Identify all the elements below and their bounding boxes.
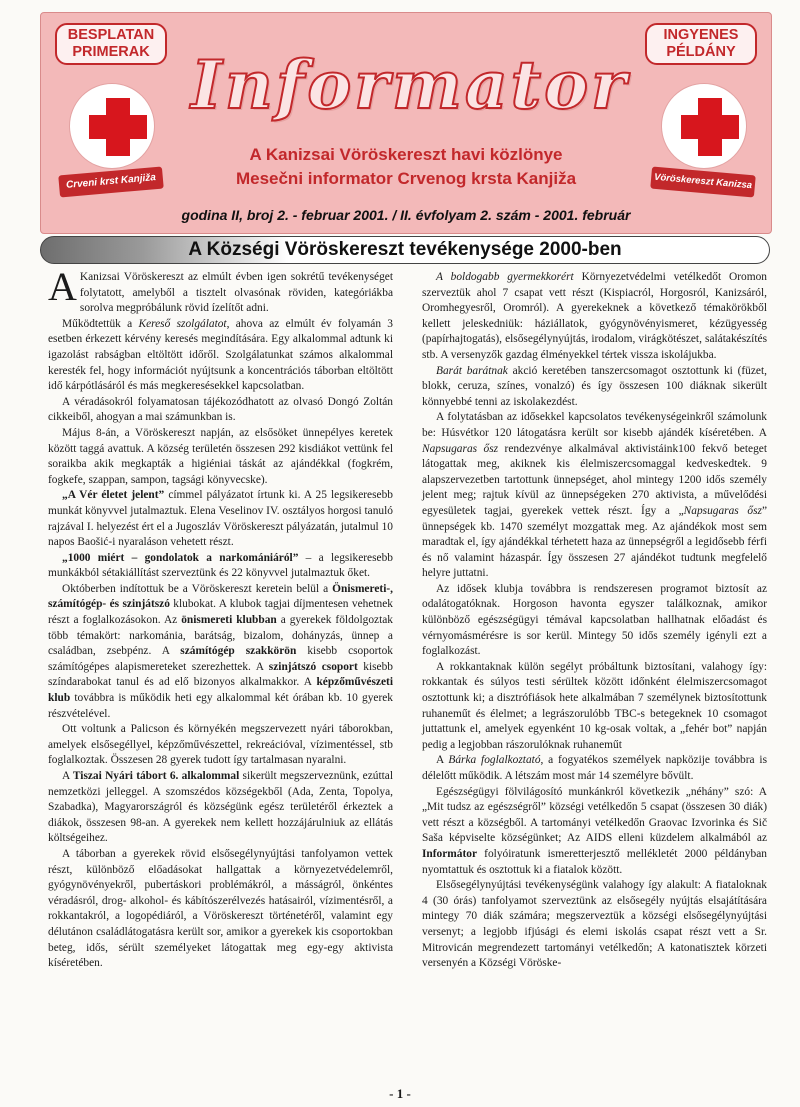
paragraph: A Kanizsai Vöröskereszt az elmúlt évben igen sokrétű tevékenységet folytatott, amelyből a tisztelt olvasónak röviden, kategóriákba sorolva megpróbálunk rövid ízelítőt adni. bbox=[48, 264, 393, 315]
headline: A Községi Vöröskereszt tevékenysége 2000-ben bbox=[188, 239, 622, 260]
red-cross-logo-left bbox=[63, 83, 159, 197]
paragraph: Ott voltunk a Palicson és környékén megszervezett nyári táborokban, amelyek elsősegéllyel, képzőművészettel, rekreációval, vízimentéssel, stb foglalkoztak. Összesen 28 gyerek tudott így tartalmasan nyaralni. bbox=[48, 723, 393, 767]
free-copy-badge-serbian: BESPLATAN PRIMERAK bbox=[55, 23, 167, 65]
paragraph: A boldogabb gyermekkorért Környezetvédelmi vetélkedőt Oromon szerveztük ahol 7 csapat vett részt (Kispiacról, Horgosról, Kanizsáról, Oromhegyesről, Oromról). A gyerekeknek a következő témakörökből kellett jeleskedniük: háziállatok, gyógynövényismeret, kézügyesség (papírhajtogatás), elsősegélynyújtás, irodalom, virágkötészet, salátakészítés stb. A versenyzők gazdag élményekkel tértek vissza iskolájukba. bbox=[422, 271, 767, 361]
logo-ribbon-serbian: Crveni krst Kanjiža bbox=[58, 167, 164, 198]
paragraph: Az idősek klubja továbbra is rendszeresen programot biztosít az odalátogatóknak. Horgoson havonta egyszer találkoznak, amikor különböző egészségügyi témával kapcsolatban hallhatnak előadást és vérnyomásmérésre is sor kerül. Mintegy 50 idős személy igényli ezt a foglalkozást. bbox=[422, 582, 767, 658]
red-cross-icon bbox=[69, 83, 155, 169]
paragraph: Május 8-án, a Vöröskereszt napján, az elsősöket ünnepélyes keretek között taggá avattuk. A község területén összesen 292 kisdiákot vettünk fel soraikba akik megkapták a higiéniai táskát az ajándékkal (fogkrém, fogkefe, szappan, sampon, tagsági könyvecske). bbox=[48, 426, 393, 486]
paragraph: A rokkantaknak külön segélyt próbáltunk biztosítani, valahogy így: rokkantak és súlyos testi sérültek között időnként élelmiszercsomagot osztottunk ki; a disztrófiások hete alkalmában 7 személynek biztosítottunk ruhaneműt és élelmet; a legrászorulóbb TBC-s betegeknek 10 csomagot juttattunk el, amelyek egyenként 10 kg-osak voltak, a „fehér bot” napján pedig a legjobban rászorulóknak ruhaneműt bbox=[422, 660, 767, 751]
red-cross-logo-right bbox=[655, 83, 751, 197]
newsletter-title: Informator bbox=[191, 46, 629, 124]
red-cross-icon bbox=[661, 83, 747, 169]
subtitle-serbian: Mesečni informator Crvenog krsta Kanjiža bbox=[235, 169, 577, 188]
issue-line: godina II, broj 2. - februar 2001. / II. évfolyam 2. szám - 2001. február bbox=[181, 207, 631, 223]
article-column-left bbox=[48, 264, 394, 972]
paragraph: A Tiszai Nyári tábort 6. alkalommal sikerült megszerveznünk, ezúttal nemzetközi jelleggel. A szomszédos községekből (Ada, Zenta, Topolya, Szabadka), Magyarországról és községünk egész területéről érkeztek a diákok, összesen 98-an. A gyerekek nem kellett hozzájárulniuk az ellátás költségeihez. bbox=[48, 770, 393, 845]
paragraph: A táborban a gyerekek rövid elsősegélynyújtási tanfolyamon vettek részt, különböző előadásokat hallgattak a környezetvédelemről, gyógynövényekről, pubertáskori problémákról, a másságról, önkéntes véradásról, drog- alkohol- és kábítószerélvezés hatásairól, vízimentésről, a rokkantakról, a logopédiáról, a Vöröskereszt történetéről, valamint egy délutánon családlátogatásra került sor, amikor a gyerekek kis csoportokban beteg, idős, sérült személyeket látogattak meg egy-egy aktivista kíséretében. bbox=[48, 847, 393, 970]
paragraph: Elsősegélynyújtási tevékenységünk valahogy így alakult: A fiataloknak 4 (30 órás) tanfolyamot szerveztünk az elsősegély nyújtás elsajátítására mintegy 70 diák számára; megszerveztük a községi elsősegélynyújtási versenyt; a legjobb ifjúsági és elemi iskolás csapat részt vett a Sr. Mitrovicán megrendezett tartományi vetélkedőn; A katonatisztek körzeti versenyén a Községi Vöröske- bbox=[422, 879, 767, 970]
paragraph: „A Vér életet jelent” címmel pályázatot írtunk ki. A 25 legsikeresebb munkát könyvvel jutalmaztuk. Elena Veselinov IV. osztályos horgosi tanuló rajzával I. helyezést ért el a Jugoszláv Vöröskereszt pályázatán, jutalmul 10 napos Baošić-i nyaraláson vehetett részt. bbox=[48, 489, 393, 549]
paragraph: A folytatásban az idősekkel kapcsolatos tevékenységeinkről számolunk be: Húsvétkor 120 látogatásra került sor kisebb ajándék kíséretében. A Napsugaras ősz rendezvénye alkalmával aktivistáink100 fekvő beteget látogattak meg, akiknek kis élelmiszercsomaggal kedveskedtek. 9 alapszervezetben tartottunk ünnepséget, ahol mintegy 1200 idős személy jelent meg; rajtuk kívül az ünnepségeken 270 aktivista, a művelődési egyesületek tagjai, gyerekek vettek részt. Így a „Napsugaras ősz” ünnepségek kb. 1470 személyt mozgattak meg. Az ajándékok most sem maradtak el, így ajándékkal térhetett haza az ünnepségről a legidősebb férfi és nő valamint házaspár. Így összesen 27 ajándékot tudtunk megfelelő helyre juttatni. bbox=[422, 411, 767, 580]
paragraph: A véradásokról folyamatosan tájékozódhatott az olvasó Dongó Zoltán cikkeiből, ahogyan a mai számunkban is. bbox=[48, 395, 393, 424]
paragraph: Októberben indítottuk be a Vöröskereszt keretein belül a Önismereti-, számítógép- és szinjátszó klubokat. A klubok tagjai díjmentesen vehetnek részt a foglalkozásokon. Az önismereti klubban a gyerekek földolgoztak több témakört: narkománia, barátság, bizalom, dohányzás, ünnep a családban, zsebpénz. A számítógép szakkörön kisebb csoportok számítógépes alapismereteket szerezhettek. A szinjátszó csoport kisebb színdarabokat tanul és ad elő bizonyos alkalmakkor. A képzőművészeti klub továbbra is működik heti egy alkalommal két órában kb. 10 gyerek részvételével. bbox=[48, 582, 394, 720]
paragraph: „1000 miért – gondolatok a narkomániáról” – a legsikeresebb munkákból sétakiállítást szerveztünk és 22 könyvvel jutalmaztuk őket. bbox=[48, 551, 393, 580]
paragraph: Működtettük a Kereső szolgálatot, ahova az elmúlt év folyamán 3 esetben érkezett kérvény keresés megindítására. Egy alkalommal adtunk ki igazolást rabságban eltöltött időről. Szolgálatunkat számos alkalommal keresték fel, hogy információt nyújtsunk a koncentrációs táborban eltöltött idő kárpótlásáról és más megkeresésekkel kapcsolatban. bbox=[48, 317, 394, 393]
subtitle-hungarian: A Kanizsai Vöröskereszt havi közlönye bbox=[249, 145, 563, 164]
headline-banner bbox=[40, 236, 770, 264]
masthead bbox=[40, 12, 772, 234]
free-copy-badge-hungarian: INGYENES PÉLDÁNY bbox=[645, 23, 757, 65]
page-number: - 1 - bbox=[389, 1086, 411, 1101]
paragraph: Barát barátnak akció keretében tanszercsomagot osztottunk ki (füzet, blokk, ceruza, színes, vonalzó) és így összesen 100 diáknak sikerült könnyebbé tenni az iskolakezdést. bbox=[422, 364, 767, 408]
drop-cap: A bbox=[48, 264, 77, 309]
paragraph: Egészségügyi fölvilágosító munkánkról következik „néhány” szó: A „Mit tudsz az egészségről” községi vetélkedőn 5 csapat (összesen 30 diák) vett részt a községből. A tartományi vetélkedőn Graovac Izvorinka és Sič Saša képviselte községünket; Az AIDS elleni küzdelem alkalmából az Informátor folyóiratunk ismeretterjesztő mellékletét 2000 példányban nyomtattuk és osztottuk ki a fiatalok között. bbox=[422, 785, 767, 876]
article-column-right bbox=[422, 270, 767, 972]
paragraph: A Bárka foglalkoztató, a fogyatékos személyek napközije továbbra is délelőtt működik. A létszám most már 14 személyre bővült. bbox=[422, 754, 768, 782]
logo-ribbon-hungarian: Vöröskereszt Kanizsa bbox=[650, 167, 756, 198]
